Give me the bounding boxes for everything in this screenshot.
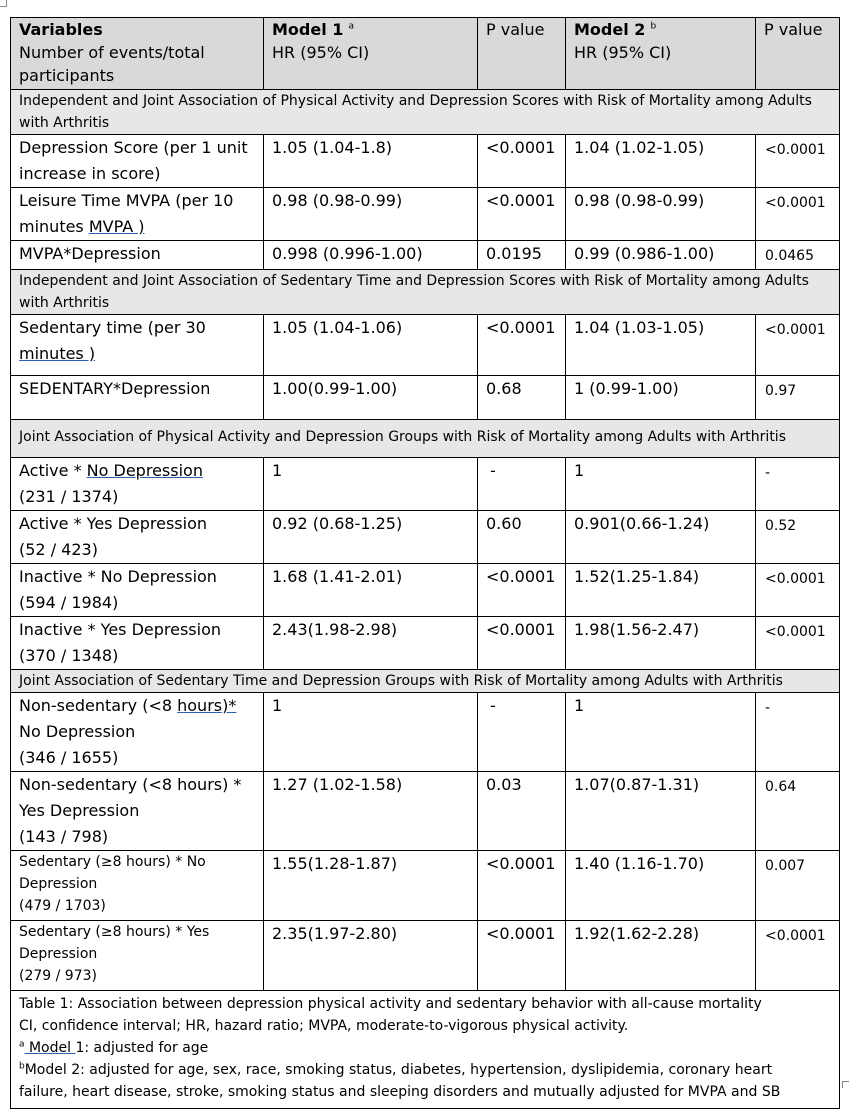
row-label: Active * Yes Depression bbox=[19, 514, 208, 533]
table-row bbox=[11, 564, 840, 617]
row-label: Sedentary (≥8 hours) * No bbox=[19, 854, 206, 870]
model1-hr: 0.92 (0.68-1.25) bbox=[264, 511, 478, 564]
model2-pvalue: <0.0001 bbox=[756, 315, 840, 376]
header-model2-cell bbox=[566, 18, 756, 90]
model1-hr: 0.998 (0.996-1.00) bbox=[264, 241, 478, 270]
model2-note-cont: failure, heart disease, stroke, smoking status and sleeping disorders and mutually adjusted for MVPA and SB bbox=[19, 1084, 781, 1100]
row-counts: (370 / 1348) bbox=[19, 646, 119, 665]
row-label: Non-sedentary (<8 bbox=[19, 696, 178, 715]
header-model1-sup: a bbox=[348, 21, 355, 32]
results-table bbox=[10, 17, 840, 1109]
table-row bbox=[11, 693, 840, 772]
abbreviations: CI, confidence interval; HR, hazard ratio; MVPA, moderate-to-vigorous physical activity. bbox=[19, 1018, 629, 1034]
model1-pvalue: <0.0001 bbox=[478, 315, 566, 376]
row-label: Depression bbox=[19, 946, 98, 962]
model2-hr: 1.98(1.56-2.47) bbox=[566, 617, 756, 670]
model1-hr: 1.68 (1.41-2.01) bbox=[264, 564, 478, 617]
model2-hr: 0.98 (0.98-0.99) bbox=[566, 188, 756, 241]
model1-hr: 1.05 (1.04-1.8) bbox=[264, 135, 478, 188]
row-label: Active * bbox=[19, 461, 87, 480]
model2-pvalue: <0.0001 bbox=[756, 921, 840, 991]
model2-pvalue: 0.52 bbox=[756, 511, 840, 564]
row-label-underlined: MVPA ) bbox=[88, 217, 145, 236]
header-model1: Model 1 bbox=[272, 20, 344, 39]
model2-pvalue: - bbox=[756, 693, 840, 772]
model1-pvalue: 0.60 bbox=[478, 511, 566, 564]
model2-hr: 1.04 (1.03-1.05) bbox=[566, 315, 756, 376]
row-label: SEDENTARY*Depression bbox=[11, 376, 264, 420]
model2-pvalue: 0.007 bbox=[756, 851, 840, 921]
row-label: MVPA*Depression bbox=[11, 241, 264, 270]
notes-row bbox=[11, 991, 840, 1109]
header-model2-sup: b bbox=[650, 21, 657, 32]
model2-hr: 1.92(1.62-2.28) bbox=[566, 921, 756, 991]
model2-hr: 1 bbox=[566, 458, 756, 511]
row-label-underlined: No Depression bbox=[86, 461, 203, 480]
model1-hr: 2.35(1.97-2.80) bbox=[264, 921, 478, 991]
model1-pvalue: - bbox=[478, 693, 566, 772]
model1-pvalue: - bbox=[478, 458, 566, 511]
table-row bbox=[11, 376, 840, 420]
row-counts: (346 / 1655) bbox=[19, 748, 119, 767]
model2-pvalue: 0.0465 bbox=[756, 241, 840, 270]
model2-pvalue: <0.0001 bbox=[756, 188, 840, 241]
section-row bbox=[11, 270, 840, 315]
table-header-row bbox=[11, 18, 840, 90]
row-counts: (594 / 1984) bbox=[19, 593, 119, 612]
model1-hr: 2.43(1.98-2.98) bbox=[264, 617, 478, 670]
row-label: increase in score) bbox=[19, 164, 161, 183]
row-label: Sedentary time (per 30 bbox=[19, 318, 206, 337]
model1-pvalue: 0.03 bbox=[478, 772, 566, 851]
row-label: minutes bbox=[19, 217, 89, 236]
row-label-underlined: hours)* bbox=[177, 696, 237, 715]
header-pvalue2: P value bbox=[756, 18, 840, 90]
page-corner-mark bbox=[842, 1081, 849, 1088]
table-caption: Table 1: Association between depression physical activity and sedentary behavior with all-cause mortality bbox=[19, 996, 762, 1012]
section-title-2: Independent and Joint Association of Sedentary Time and Depression Scores with Risk of Mortality among Adults with Arthritis bbox=[11, 270, 840, 315]
table-row bbox=[11, 851, 840, 921]
model1-hr: 1.55(1.28-1.87) bbox=[264, 851, 478, 921]
table-notes bbox=[11, 991, 840, 1109]
model1-pvalue: <0.0001 bbox=[478, 135, 566, 188]
row-label: Inactive * No Depression bbox=[19, 567, 217, 586]
header-model2: Model 2 bbox=[574, 20, 646, 39]
model1-pvalue: <0.0001 bbox=[478, 851, 566, 921]
header-variables: Variables bbox=[19, 20, 103, 39]
row-counts: (231 / 1374) bbox=[19, 487, 119, 506]
header-pvalue1: P value bbox=[478, 18, 566, 90]
model1-pvalue: <0.0001 bbox=[478, 188, 566, 241]
row-counts: (52 / 423) bbox=[19, 540, 98, 559]
header-model2-hr: HR (95% CI) bbox=[574, 43, 672, 62]
model1-hr: 1.00(0.99-1.00) bbox=[264, 376, 478, 420]
row-label-underlined: minutes ) bbox=[19, 344, 96, 363]
row-label: Non-sedentary (<8 hours) * bbox=[19, 775, 242, 794]
row-label: Depression Score (per 1 unit bbox=[19, 138, 248, 157]
model2-note: $^b$Model 2: adjusted for age, sex, race, smoking status, diabetes, hypertension, dyslipidemia, coronary heart bbox=[19, 1061, 773, 1078]
table-row bbox=[11, 241, 840, 270]
header-model1-hr: HR (95% CI) bbox=[272, 43, 370, 62]
model2-pvalue: <0.0001 bbox=[756, 135, 840, 188]
page-corner-mark bbox=[0, 0, 7, 7]
model1-pvalue: <0.0001 bbox=[478, 617, 566, 670]
table-row bbox=[11, 511, 840, 564]
model2-pvalue: <0.0001 bbox=[756, 564, 840, 617]
header-model1-cell bbox=[264, 18, 478, 90]
table-row bbox=[11, 188, 840, 241]
section-row bbox=[11, 420, 840, 458]
table-row bbox=[11, 458, 840, 511]
model2-pvalue: <0.0001 bbox=[756, 617, 840, 670]
model2-hr: 1 bbox=[566, 693, 756, 772]
table-row bbox=[11, 921, 840, 991]
model1-hr: 1 bbox=[264, 693, 478, 772]
model1-pvalue: <0.0001 bbox=[478, 564, 566, 617]
section-title-4: Joint Association of Sedentary Time and Depression Groups with Risk of Mortality among Adults with Arthritis bbox=[11, 670, 840, 693]
section-title-3: Joint Association of Physical Activity and Depression Groups with Risk of Mortality among Adults with Arthritis bbox=[11, 420, 840, 458]
model1-pvalue: <0.0001 bbox=[478, 921, 566, 991]
section-row bbox=[11, 90, 840, 135]
row-counts: (279 / 973) bbox=[19, 968, 97, 984]
model1-hr: 1.05 (1.04-1.06) bbox=[264, 315, 478, 376]
model2-hr: 1.04 (1.02-1.05) bbox=[566, 135, 756, 188]
model2-hr: 0.99 (0.986-1.00) bbox=[566, 241, 756, 270]
section-title-1: Independent and Joint Association of Physical Activity and Depression Scores with Risk of Mortality among Adults with Arthritis bbox=[11, 90, 840, 135]
model2-hr: 1 (0.99-1.00) bbox=[566, 376, 756, 420]
model2-pvalue: 0.64 bbox=[756, 772, 840, 851]
row-label: Depression bbox=[19, 876, 98, 892]
table-row bbox=[11, 617, 840, 670]
model1-hr: 0.98 (0.98-0.99) bbox=[264, 188, 478, 241]
table-row bbox=[11, 772, 840, 851]
row-label: Sedentary (≥8 hours) * Yes bbox=[19, 924, 210, 940]
row-label: Yes Depression bbox=[19, 801, 140, 820]
row-counts: (479 / 1703) bbox=[19, 898, 106, 914]
header-variables-cell bbox=[11, 18, 264, 90]
model1-hr: 1 bbox=[264, 458, 478, 511]
header-events-label: Number of events/total participants bbox=[19, 43, 205, 85]
model2-hr: 1.07(0.87-1.31) bbox=[566, 772, 756, 851]
model2-pvalue: - bbox=[756, 458, 840, 511]
model1-note-link: Model bbox=[24, 1040, 76, 1056]
row-label: No Depression bbox=[19, 722, 136, 741]
row-counts: (143 / 798) bbox=[19, 827, 109, 846]
model2-pvalue: 0.97 bbox=[756, 376, 840, 420]
model1-pvalue: 0.0195 bbox=[478, 241, 566, 270]
model2-hr: 1.40 (1.16-1.70) bbox=[566, 851, 756, 921]
model1-note: $^a$ Model 1: adjusted for age bbox=[19, 1039, 209, 1056]
row-label: Inactive * Yes Depression bbox=[19, 620, 222, 639]
model1-pvalue: 0.68 bbox=[478, 376, 566, 420]
section-row bbox=[11, 670, 840, 693]
table-row bbox=[11, 315, 840, 376]
model1-hr: 1.27 (1.02-1.58) bbox=[264, 772, 478, 851]
table-row bbox=[11, 135, 840, 188]
model2-hr: 1.52(1.25-1.84) bbox=[566, 564, 756, 617]
model2-hr: 0.901(0.66-1.24) bbox=[566, 511, 756, 564]
row-label: Leisure Time MVPA (per 10 bbox=[19, 191, 234, 210]
